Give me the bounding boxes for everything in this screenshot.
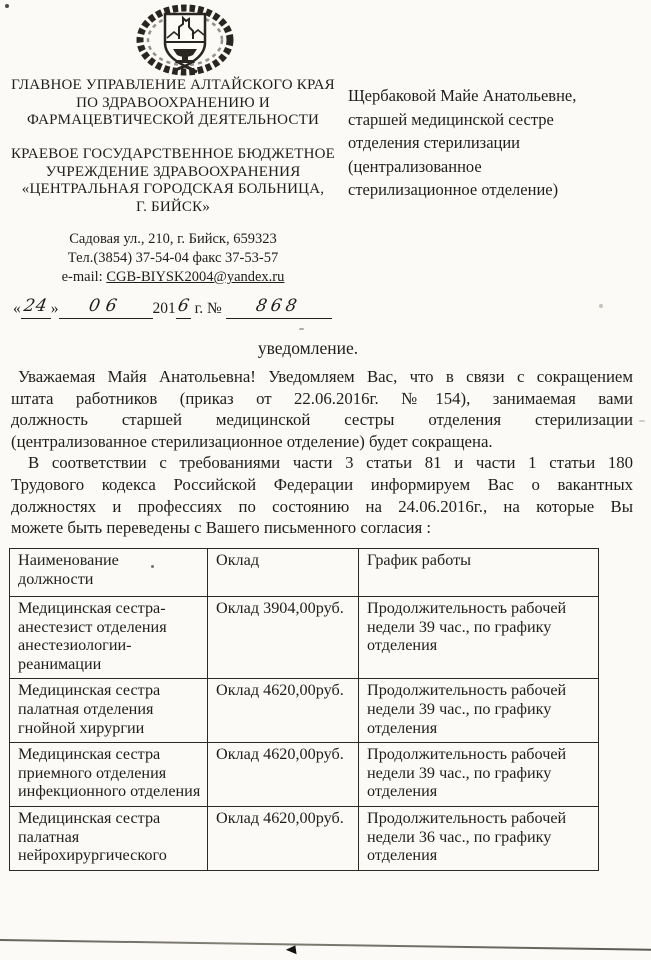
recipient-line: Щербаковой Майе Анатольевне, <box>348 86 577 105</box>
email-label: e-mail: <box>61 269 107 285</box>
handwritten-day: 24 <box>22 296 50 316</box>
body-p1-line: штата работников (приказ от 22.06.2016г. №154), занимаемая вами <box>11 388 633 408</box>
scan-speck <box>5 4 9 8</box>
institution-line: Г. БИЙСК» <box>135 198 211 215</box>
institution-line: УЧРЕЖДЕНИЕ ЗДРАВООХРАНЕНИЯ <box>45 163 301 180</box>
header-position: Наименование должности <box>10 549 208 597</box>
body-p2-line: можете быть переведены с Вашего письменного согласия : <box>11 518 432 538</box>
institution-name-block <box>4 146 342 216</box>
authority-line: ФАРМАЦЕВТИЧЕСКОЙ ДЕЯТЕЛЬНОСТИ <box>27 112 319 128</box>
scan-speck <box>299 328 304 330</box>
email-line <box>4 268 342 287</box>
recipient-line: (централизованное <box>348 156 482 176</box>
body-p2-line: Трудового кодекса Российской Федерации информируем Вас о вакантных <box>11 474 633 494</box>
handwritten-number: 868 <box>254 296 303 316</box>
handwritten-month: 06 <box>86 296 125 316</box>
body-p2-line: В соответствии с требованиями части 3 статьи 81 и части 1 статьи 180 <box>28 453 633 473</box>
cell-schedule: Продолжительность рабочей недели 36 час., по графику отделения <box>359 806 599 870</box>
cell-schedule: Продолжительность рабочей недели 39 час., по графику отделения <box>359 679 599 743</box>
scan-ink-mark <box>285 945 296 955</box>
year-printed: 201 <box>152 300 176 317</box>
email-address: CGB-BIYSK2004@yandex.ru <box>106 269 285 285</box>
authority-line: ПО ЗДРАВООХРАНЕНИЮ И <box>76 94 270 111</box>
cell-salary: Оклад 4620,00руб. <box>208 743 359 807</box>
institution-line: «ЦЕНТРАЛЬНАЯ ГОРОДСКАЯ БОЛЬНИЦА, <box>21 181 325 197</box>
authority-name-block <box>4 77 342 130</box>
scan-edge-line <box>0 939 651 951</box>
phone-line: Тел.(3854) 37-54-04 факс 37-53-57 <box>67 250 279 266</box>
recipient-block <box>348 84 620 202</box>
cell-position: Медицинская сестра приемного отделения инфекционного отделения <box>10 743 208 807</box>
body-p1-line: должность старшей медицинской сестры отделения стерилизации <box>11 410 633 430</box>
open-quote: « <box>13 300 21 317</box>
cell-position: Медицинская сестра палатная отделения гнойной хирургии <box>10 679 208 743</box>
table-row <box>10 679 599 743</box>
scan-speck <box>151 565 154 568</box>
handwritten-year-digit: 6 <box>176 296 191 316</box>
cell-salary: Оклад 3904,00руб. <box>208 597 359 679</box>
recipient-line: отделения стерилизации <box>348 133 521 152</box>
year-suffix: г. № <box>190 300 222 317</box>
close-quote: » <box>50 300 59 317</box>
altai-krai-coat-of-arms-icon <box>128 4 242 78</box>
scan-speck <box>599 304 603 308</box>
cell-schedule: Продолжительность рабочей недели 39 час., по графику отделения <box>359 597 599 679</box>
cell-position: Медицинская сестра-анестезист отделения анестезиологии-реанимации <box>10 597 208 679</box>
contact-block <box>4 230 342 287</box>
table-row <box>10 806 599 870</box>
table-row <box>10 597 599 679</box>
body-p1-line: (централизованное стерилизационное отделение) будет сокращена. <box>11 431 493 451</box>
cell-position: Медицинская сестра палатная нейрохирургического <box>10 806 208 870</box>
scan-speck <box>639 420 645 422</box>
body-text <box>11 366 633 539</box>
recipient-line: старшей медицинской сестре <box>348 109 554 129</box>
body-p2-line: должностях и профессиях по состоянию на 24.06.2016г., на которые Вы <box>11 496 633 516</box>
address-line: Садовая ул., 210, г. Бийск, 659323 <box>69 231 277 247</box>
document-title: уведомление. <box>257 338 359 358</box>
cell-salary: Оклад 4620,00руб. <box>208 679 359 743</box>
body-p1-line: Уважаемая Майя Анатольевна! Уведомляем Вас, что в связи с сокращением <box>18 367 633 386</box>
cell-schedule: Продолжительность рабочей недели 39 час., по графику отделения <box>359 743 599 807</box>
authority-line: ГЛАВНОЕ УПРАВЛЕНИЕ АЛТАЙСКОГО КРАЯ <box>11 77 335 93</box>
cell-salary: Оклад 4620,00руб. <box>208 806 359 870</box>
reference-line <box>13 297 373 319</box>
table-header-row <box>10 549 599 597</box>
table-row <box>10 743 599 807</box>
header-salary: Оклад <box>208 549 359 597</box>
header-schedule: График работы <box>359 549 599 597</box>
vacancy-table <box>9 548 599 871</box>
institution-line: КРАЕВОЕ ГОСУДАРСТВЕННОЕ БЮДЖЕТНОЕ <box>10 146 336 162</box>
recipient-line: стерилизационное отделение) <box>348 180 559 199</box>
